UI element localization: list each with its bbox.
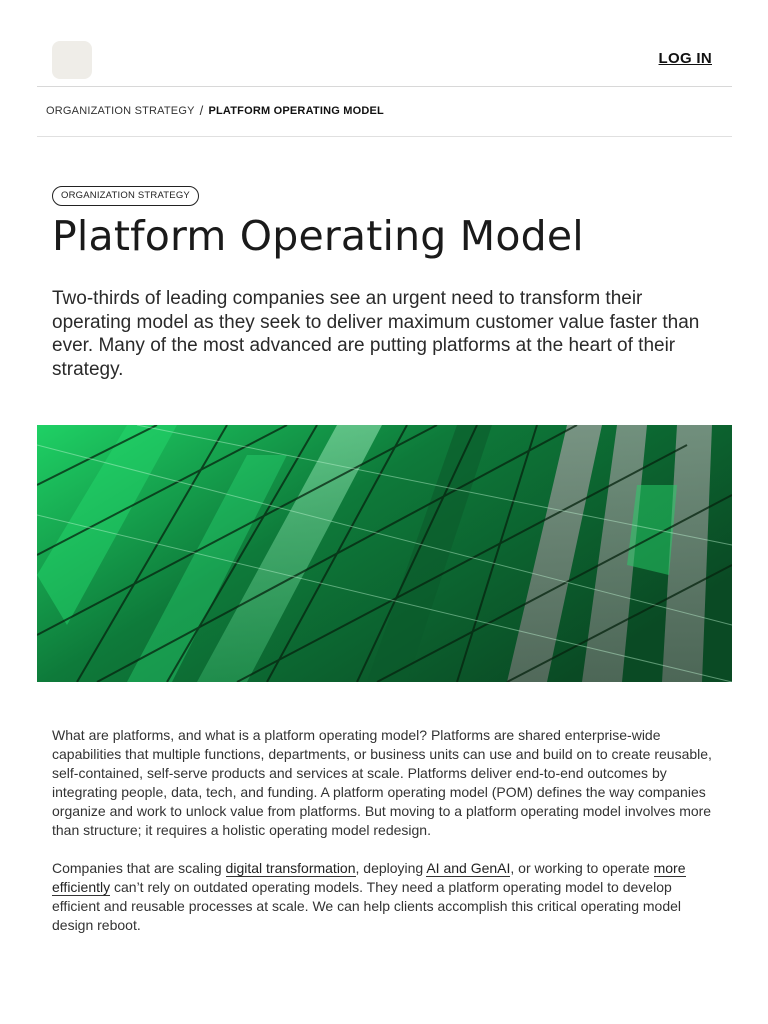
page-title: Platform Operating Model [52, 212, 584, 260]
hero-image [37, 425, 732, 682]
digital-transformation-link[interactable]: digital transformation [225, 860, 356, 876]
breadcrumb-separator: / [199, 103, 204, 118]
breadcrumb-parent-link[interactable]: ORGANIZATION STRATEGY [46, 104, 195, 117]
site-logo[interactable] [52, 41, 92, 79]
body-paragraph-2 [52, 859, 718, 935]
body-text: , deploying [355, 860, 427, 876]
lead-paragraph: Two-thirds of leading companies see an urgent need to transform their operating model as they seek to deliver maximum customer value faster than ever. Many of the most advanced are putting platforms at the heart of their strategy. [52, 288, 700, 380]
site-header [37, 0, 732, 87]
green-glass-building-facade-icon [37, 425, 732, 682]
breadcrumb-current: PLATFORM OPERATING MODEL [208, 104, 384, 117]
breadcrumb [46, 103, 384, 118]
breadcrumb-divider [37, 136, 732, 137]
body-text: Companies that are scaling [52, 860, 226, 876]
topic-tag[interactable]: ORGANIZATION STRATEGY [52, 186, 199, 206]
ai-genai-link[interactable]: AI and GenAI [426, 860, 511, 876]
login-link[interactable]: LOG IN [658, 50, 712, 67]
body-text: , or working to operate [510, 860, 654, 876]
body-paragraph-1: What are platforms, and what is a platform operating model? Platforms are shared enterprise-wide capabilities that multiple functions, departments, or business units can use and build on to create reusable, self-contained, self-serve products and services at scale. Platforms deliver end-to-end outcomes by integrating people, data, tech, and funding. A platform operating model (POM) defines the way companies organize and work to unlock value from platforms. But moving to a platform operating model involves more than structure; it requires a holistic operating model redesign. [52, 727, 712, 838]
body-text: can’t rely on outdated operating models. They need a platform operating model to develop efficient and reusable processes at scale. We can help clients accomplish this critical operating model design reboot. [52, 879, 682, 933]
more-efficiently-link[interactable]: more efficiently [52, 860, 686, 895]
